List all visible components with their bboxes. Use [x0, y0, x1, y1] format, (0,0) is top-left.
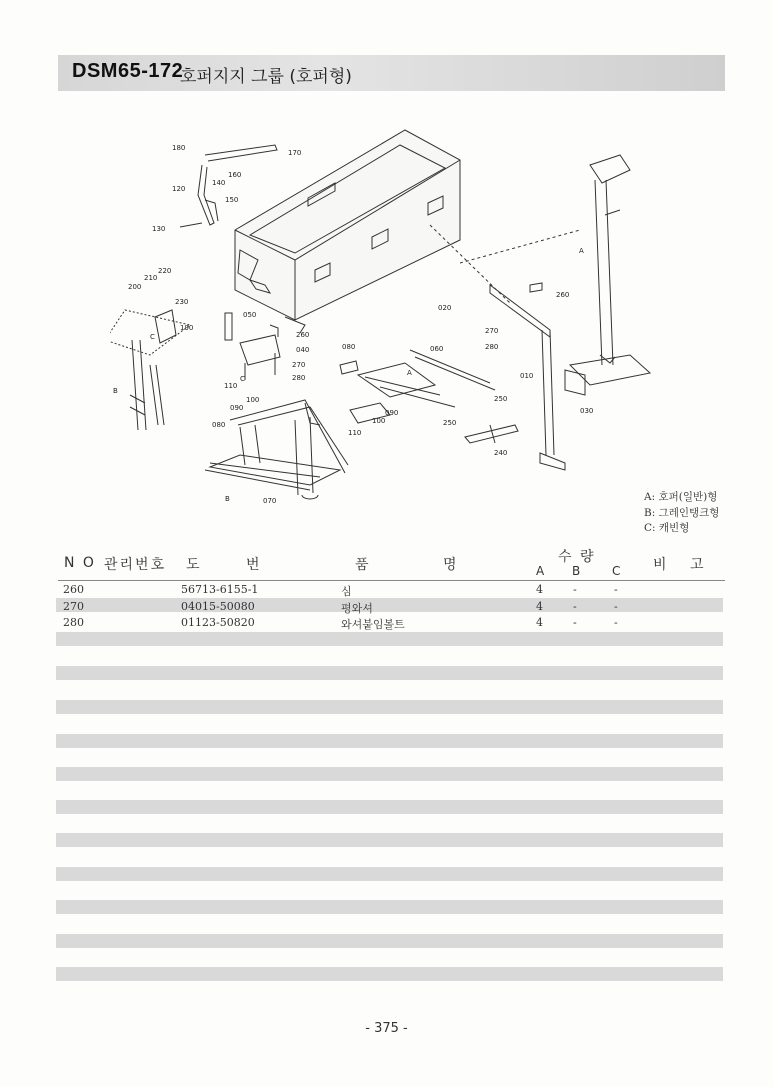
group-name: 호퍼지지 그룹 (호퍼형) [180, 67, 352, 87]
part-callout-label: 280 [292, 374, 306, 382]
part-callout-label: 240 [494, 449, 508, 457]
row-part-number: 01123-50820 [181, 616, 255, 629]
row-no: 260 [63, 583, 84, 596]
col-remarks-2: 고 [690, 557, 706, 573]
parts-table-header [58, 548, 725, 581]
part-callout-label: 170 [288, 149, 302, 157]
exploded-parts-diagram [110, 125, 730, 525]
table-row [58, 615, 723, 630]
part-callout-label: C [240, 375, 245, 383]
row-no: 280 [63, 616, 84, 629]
row-part-name: 심 [341, 585, 352, 598]
part-callout-label: 080 [212, 421, 226, 429]
part-callout-label: 120 [172, 185, 186, 193]
row-qty-c: - [614, 600, 618, 613]
part-callout-label: 100 [372, 417, 386, 425]
row-qty-b: - [573, 616, 577, 629]
row-stripe [56, 900, 723, 914]
part-callout-label: 250 [443, 419, 457, 427]
col-quantity: 수 량 [558, 549, 596, 565]
row-stripe [56, 734, 723, 748]
row-qty-c: - [614, 583, 618, 596]
part-callout-label: 100 [246, 396, 260, 404]
row-stripe [56, 666, 723, 680]
part-callout-label: 180 [172, 144, 186, 152]
part-callout-label: 270 [485, 327, 499, 335]
row-stripe [56, 867, 723, 881]
part-callout-label: 050 [243, 311, 257, 319]
part-callout-label: 220 [158, 267, 172, 275]
part-callout-label: 110 [224, 382, 238, 390]
row-stripe [56, 700, 723, 714]
variant-legend [644, 490, 719, 537]
row-qty-a: 4 [536, 616, 543, 629]
part-callout-label: 070 [263, 497, 277, 505]
row-qty-a: 4 [536, 583, 543, 596]
part-callout-label: 160 [228, 171, 242, 179]
part-callout-label: 090 [385, 409, 399, 417]
row-stripe [56, 934, 723, 948]
group-code: DSM65-172 [72, 60, 184, 82]
part-callout-label: 010 [520, 372, 534, 380]
part-callout-label: 270 [292, 361, 306, 369]
row-stripe [56, 767, 723, 781]
part-callout-label: A [407, 369, 412, 377]
row-part-name: 와셔붙임볼트 [341, 618, 405, 631]
legend-item: B: 그레인탱크형 [644, 506, 720, 519]
row-part-name: 평와셔 [341, 602, 373, 615]
row-stripe [56, 833, 723, 847]
row-no: 270 [63, 600, 84, 613]
row-qty-b: - [573, 583, 577, 596]
part-callout-label: 060 [430, 345, 444, 353]
title-bar [58, 55, 725, 91]
part-callout-label: 110 [348, 429, 362, 437]
part-callout-label: 210 [144, 274, 158, 282]
part-callout-label: 200 [128, 283, 142, 291]
col-part-name-1: 품 [355, 557, 371, 573]
col-remarks-1: 비 [653, 557, 669, 573]
part-callout-label: A [579, 247, 584, 255]
col-management-number: 관리번호 [104, 557, 167, 573]
row-part-number: 04015-50080 [181, 600, 255, 613]
part-callout-label: 230 [175, 298, 189, 306]
part-callout-label: 260 [296, 331, 310, 339]
legend-item: A: 호퍼(일반)형 [644, 491, 718, 503]
part-callout-label: 140 [212, 179, 226, 187]
part-callout-label: 260 [556, 291, 570, 299]
part-callout-label: 090 [230, 404, 244, 412]
col-drawing-number-1: 도 [186, 557, 202, 573]
part-callout-label: 080 [342, 343, 356, 351]
table-row [58, 582, 723, 597]
part-callout-label: C [150, 333, 155, 341]
part-callout-label: 250 [494, 395, 508, 403]
part-callout-label: B [113, 387, 118, 395]
col-drawing-number-2: 번 [246, 557, 262, 573]
row-stripe [56, 632, 723, 646]
col-part-name-2: 명 [443, 557, 459, 573]
row-part-number: 56713-6155-1 [181, 583, 259, 596]
part-callout-label: 190 [180, 324, 194, 332]
part-callout-label: 130 [152, 225, 166, 233]
col-qty-b: B [572, 564, 581, 578]
part-callout-label: 280 [485, 343, 499, 351]
part-callout-label: 150 [225, 196, 239, 204]
row-qty-c: - [614, 616, 618, 629]
part-callout-label: 030 [580, 407, 594, 415]
row-stripe [56, 967, 723, 981]
legend-item: C: 캐빈형 [644, 522, 690, 534]
table-row [58, 599, 723, 614]
col-qty-a: A [536, 564, 545, 578]
row-qty-b: - [573, 600, 577, 613]
col-qty-c: C [612, 564, 621, 578]
page-number: - 375 - [365, 1021, 408, 1036]
col-no: N O [64, 555, 96, 571]
part-callout-label: B [225, 495, 230, 503]
part-callout-label: 020 [438, 304, 452, 312]
part-callout-label: 040 [296, 346, 310, 354]
row-stripe [56, 800, 723, 814]
row-qty-a: 4 [536, 600, 543, 613]
